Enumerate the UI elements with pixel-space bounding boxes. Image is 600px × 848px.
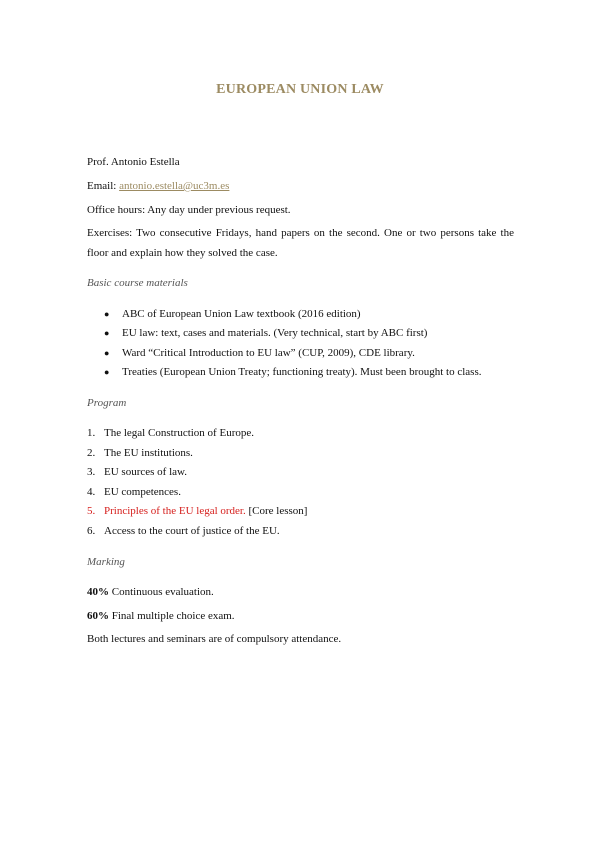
attendance-note: Both lectures and seminars are of compulsory attendance. <box>87 633 342 645</box>
marking-percent: 60% <box>87 610 109 622</box>
list-item: Access to the court of justice of the EU. <box>104 525 280 537</box>
core-lesson-tag: [Core lesson] <box>248 505 308 517</box>
list-number: 5. <box>87 505 96 517</box>
list-number: 2. <box>87 447 96 459</box>
list-item: Treaties (European Union Treaty; functioning treaty). Must been brought to class. <box>122 366 482 378</box>
email-link[interactable]: antonio.estella@uc3m.es <box>119 180 230 192</box>
office-hours: Office hours: Any day under previous request. <box>87 204 291 216</box>
list-item: Ward “Critical Introduction to EU law” (CUP, 2009), CDE library. <box>122 347 415 359</box>
list-item: EU competences. <box>104 486 181 498</box>
exercises-paragraph: Exercises: Two consecutive Fridays, hand papers on the second. One or two persons take the floor and explain how they solved the case. <box>87 227 514 259</box>
list-item: EU sources of law. <box>104 466 187 478</box>
list-number: 1. <box>87 427 96 439</box>
core-lesson-title: Principles of the EU legal order. <box>104 505 246 517</box>
list-item <box>104 504 307 518</box>
list-number: 6. <box>87 525 96 537</box>
list-number: 3. <box>87 466 96 478</box>
program-heading: Program <box>87 397 127 409</box>
list-number: 4. <box>87 486 96 498</box>
list-item: The EU institutions. <box>104 447 193 459</box>
bullet-icon: ● <box>104 309 110 319</box>
list-item: The legal Construction of Europe. <box>104 427 254 439</box>
email-line <box>87 179 229 193</box>
document-title: EUROPEAN UNION LAW <box>216 82 384 97</box>
marking-percent: 40% <box>87 586 109 598</box>
bullet-icon: ● <box>104 328 110 338</box>
marking-text: Continuous evaluation. <box>111 586 214 598</box>
professor-name: Prof. Antonio Estella <box>87 156 180 168</box>
email-label: Email: <box>87 180 117 192</box>
marking-item <box>87 585 214 599</box>
marking-item <box>87 609 235 623</box>
list-item: EU law: text, cases and materials. (Very technical, start by ABC first) <box>122 327 428 339</box>
marking-text: Final multiple choice exam. <box>111 610 235 622</box>
list-item: ABC of European Union Law textbook (2016 edition) <box>122 308 361 320</box>
bullet-icon: ● <box>104 348 110 358</box>
marking-heading: Marking <box>87 556 125 568</box>
materials-heading: Basic course materials <box>87 277 188 289</box>
bullet-icon: ● <box>104 367 110 377</box>
